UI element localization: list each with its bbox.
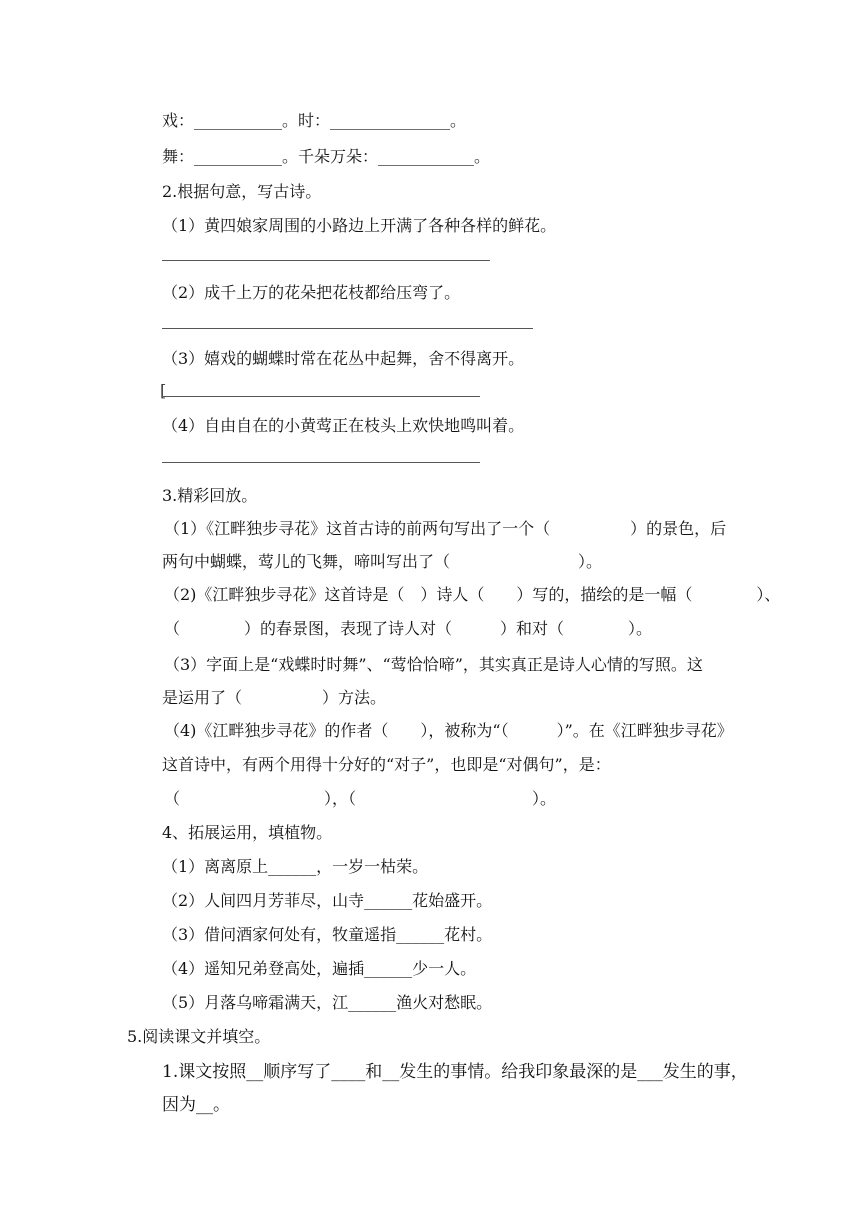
bracket-mark: [ xyxy=(160,381,167,400)
answer-line-3 xyxy=(162,396,480,397)
reading-q1-line-2: 因为__。 xyxy=(162,1095,230,1115)
answer-line-1 xyxy=(162,260,490,261)
review-q3-line-2: 是运用了（ ）方法。 xyxy=(162,688,387,707)
poem-prompt-1: （1）黄四娘家周围的小路边上开满了各种各样的鲜花。 xyxy=(162,216,557,235)
review-q4-line-2: 这首诗中，有两个用得十分好的“对子”，也即是“对偶句”，是： xyxy=(162,755,611,774)
review-q2-line-1: （2)《江畔独步寻花》这首诗是（ ）诗人（ ）写的，描绘的是一幅（ ）、 xyxy=(164,585,781,604)
plant-q1: （1）离离原上______，一岁一枯荣。 xyxy=(162,857,429,876)
plant-q3: （3）借问酒家何处有，牧童遥指______花村。 xyxy=(162,925,493,944)
review-q4-line-3: （ ），（ ）。 xyxy=(164,789,557,808)
poem-prompt-4: （4）自由自在的小黄莺正在枝头上欢快地鸣叫着。 xyxy=(162,416,525,435)
plant-q5: （5）月落乌啼霜满天，江______渔火对愁眠。 xyxy=(162,993,493,1012)
review-q2-line-2: （ ）的春景图，表现了诗人对（ ）和对（ ）。 xyxy=(164,619,653,638)
review-q3-line-1: （3）字面上是“戏蝶时时舞”、“莺恰恰啼”，其实真正是诗人心情的写照。这 xyxy=(164,655,703,674)
reading-q1-line-1: 1.课文按照__顺序写了____和__发生的事情。给我印象最深的是___发生的事， xyxy=(162,1062,748,1082)
section-4-heading: 4、拓展运用，填植物。 xyxy=(162,823,333,842)
section-5-heading: 5.阅读课文并填空。 xyxy=(127,1027,271,1046)
section-3-heading: 3.精彩回放。 xyxy=(162,486,258,505)
review-q4-line-1: （4)《江畔独步寻花》的作者（ ），被称为“（ ）”。在《江畔独步寻花》 xyxy=(164,721,733,740)
section-2-heading: 2.根据句意，写古诗。 xyxy=(162,182,322,201)
answer-line-4 xyxy=(162,462,480,463)
plant-q4: （4）遥知兄弟登高处，遍插______少一人。 xyxy=(162,959,477,978)
answer-line-2 xyxy=(162,328,533,329)
word-meaning-line-2: 舞：___________。千朵万朵：____________。 xyxy=(162,147,491,166)
word-meaning-line-1: 戏：___________。时：_______________。 xyxy=(162,111,467,130)
plant-q2: （2）人间四月芳菲尽，山寺______花始盛开。 xyxy=(162,891,493,910)
poem-prompt-3: （3）嬉戏的蝴蝶时常在花丛中起舞，舍不得离开。 xyxy=(162,349,525,368)
review-q1-line-2: 两句中蝴蝶，莺儿的飞舞，啼叫写出了（ ）。 xyxy=(162,552,603,571)
review-q1-line-1: （1）《江畔独步寻花》这首古诗的前两句写出了一个（ ）的景色，后 xyxy=(164,519,727,538)
poem-prompt-2: （2）成千上万的花朵把花枝都给压弯了。 xyxy=(162,283,461,302)
